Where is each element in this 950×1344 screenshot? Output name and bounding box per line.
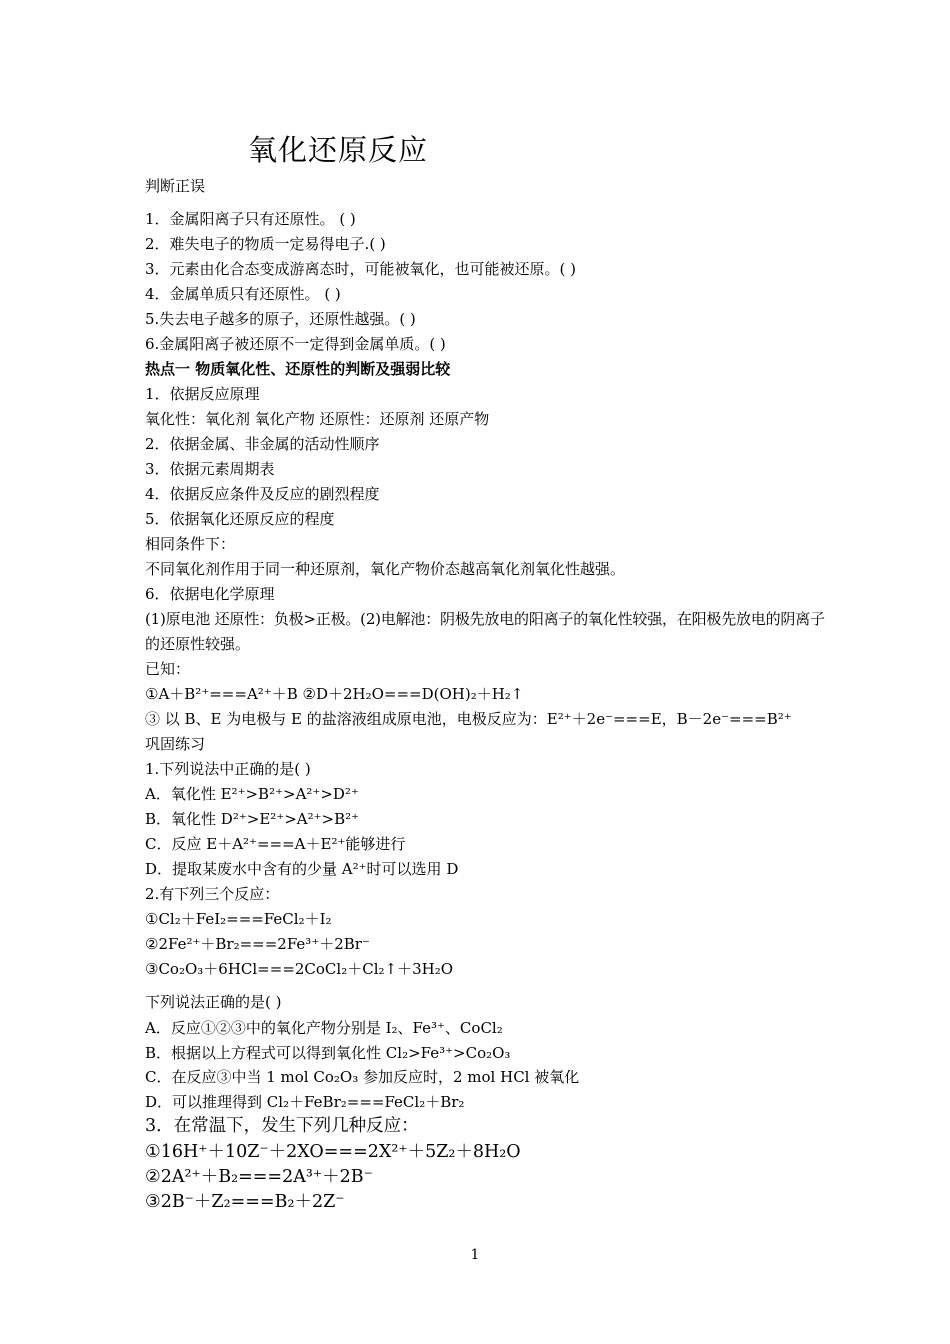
question-line: 1.下列说法中正确的是( ): [145, 760, 311, 778]
equation-line: ③Co₂O₃＋6HCl===2CoCl₂＋Cl₂↑＋3H₂O: [145, 960, 454, 978]
text-line: 4．依据反应条件及反应的剧烈程度: [145, 485, 380, 503]
section-heading-practice: 巩固练习: [145, 735, 206, 753]
text-line: 的还原性较强。: [145, 635, 251, 653]
question-line: 4．金属单质只有还原性。 ( ): [145, 285, 341, 303]
equation-line: ③2B⁻＋Z₂===B₂＋2Z⁻: [145, 1192, 345, 1212]
option-line: B．氧化性 D²⁺>E²⁺>A²⁺>B²⁺: [145, 810, 360, 828]
page-number: 1: [470, 1247, 480, 1263]
option-line: C．在反应③中当 1 mol Co₂O₃ 参加反应时，2 mol HCl 被氧化: [145, 1068, 580, 1086]
option-line: C．反应 E＋A²⁺===A＋E²⁺能够进行: [145, 835, 406, 853]
equation-line: ③ 以 B、E 为电极与 E 的盐溶液组成原电池，电极反应为：E²⁺＋2e⁻===E，B－2e⁻===B²⁺: [145, 710, 792, 728]
option-line: D．提取某废水中含有的少量 A²⁺时可以选用 D: [145, 860, 459, 878]
question-line: 下列说法正确的是( ): [145, 993, 282, 1011]
text-line: 相同条件下：: [145, 535, 236, 553]
text-line: 3．依据元素周期表: [145, 460, 275, 478]
question-line: 2.有下列三个反应：: [145, 885, 280, 903]
question-line: 6.金属阳离子被还原不一定得到金属单质。( ): [145, 335, 446, 353]
question-line: 3．在常温下，发生下列几种反应：: [145, 1116, 419, 1136]
option-line: A．反应①②③中的氧化产物分别是 I₂、Fe³⁺、CoCl₂: [145, 1019, 503, 1037]
text-line: 已知：: [145, 660, 191, 678]
equation-line: ①A＋B²⁺===A²⁺＋B ②D＋2H₂O===D(OH)₂＋H₂↑: [145, 685, 524, 703]
text-line: 5．依据氧化还原反应的程度: [145, 510, 335, 528]
text-line: 1．依据反应原理: [145, 385, 260, 403]
option-line: B．根据以上方程式可以得到氧化性 Cl₂>Fe³⁺>Co₂O₃: [145, 1044, 511, 1062]
document-title: 氧化还原反应: [248, 133, 429, 167]
hotspot-heading: 热点一 物质氧化性、还原性的判断及强弱比较: [145, 360, 451, 378]
question-line: 2．难失电子的物质一定易得电子.( ): [145, 235, 386, 253]
equation-line: ①Cl₂＋FeI₂===FeCl₂＋I₂: [145, 910, 332, 928]
equation-line: ②2A²⁺＋B₂===2A³⁺＋2B⁻: [145, 1167, 373, 1187]
section-heading-true-false: 判断正误: [145, 177, 206, 195]
option-line: A．氧化性 E²⁺>B²⁺>A²⁺>D²⁺: [145, 785, 359, 803]
text-line: 6．依据电化学原理: [145, 585, 275, 603]
text-line: 氧化性：氧化剂 氧化产物 还原性：还原剂 还原产物: [145, 410, 490, 428]
text-line: (1)原电池 还原性：负极>正极。(2)电解池：阴极先放电的阳离子的氧化性较强，在阳极先放电的阴离子: [145, 610, 825, 628]
question-line: 3．元素由化合态变成游离态时，可能被氧化，也可能被还原。( ): [145, 260, 577, 278]
text-line: 不同氧化剂作用于同一种还原剂，氧化产物价态越高氧化剂氧化性越强。: [145, 560, 626, 578]
question-line: 1．金属阳离子只有还原性。 ( ): [145, 210, 356, 228]
equation-line: ①16H⁺＋10Z⁻＋2XO===2X²⁺＋5Z₂＋8H₂O: [145, 1142, 521, 1162]
equation-line: ②2Fe²⁺＋Br₂===2Fe³⁺＋2Br⁻: [145, 935, 370, 953]
question-line: 5.失去电子越多的原子，还原性越强。( ): [145, 310, 416, 328]
text-line: 2．依据金属、非金属的活动性顺序: [145, 435, 380, 453]
option-line: D．可以推理得到 Cl₂＋FeBr₂===FeCl₂＋Br₂: [145, 1093, 465, 1111]
